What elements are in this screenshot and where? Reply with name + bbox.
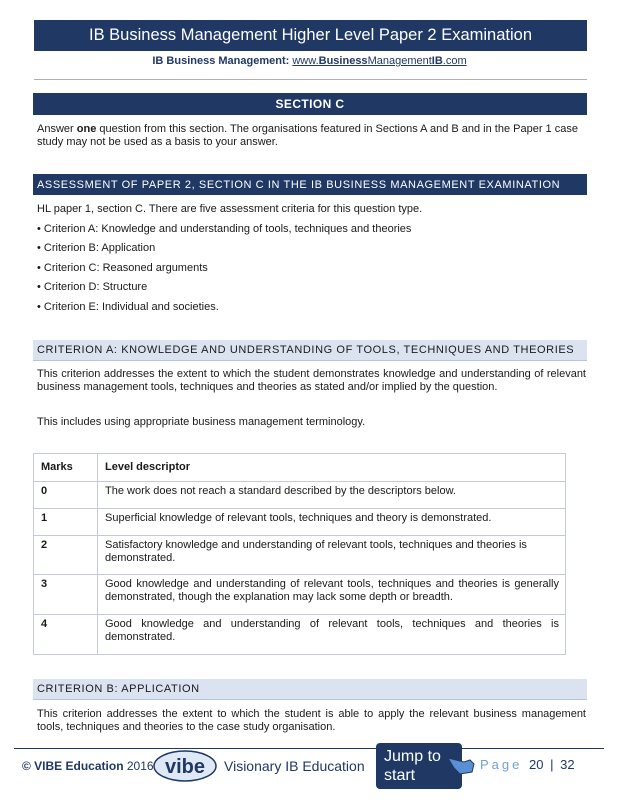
table-row bbox=[34, 575, 566, 615]
page-separator: | bbox=[550, 757, 554, 772]
descriptor-cell: Satisfactory knowledge and understanding of relevant tools, techniques and theories is demonstrated. bbox=[98, 536, 566, 575]
logo-text: vibe bbox=[164, 756, 206, 778]
copyright: © VIBE Education 2016 bbox=[22, 759, 154, 773]
criteria-list-item: • Criterion C: Reasoned arguments bbox=[37, 262, 208, 274]
jump-to-start-button[interactable]: Jump to start bbox=[376, 743, 462, 789]
page-current: 20 bbox=[529, 757, 544, 772]
footer-divider bbox=[14, 748, 604, 749]
table-row bbox=[34, 615, 566, 655]
vibe-logo-icon bbox=[152, 749, 218, 783]
website-link[interactable]: www.BusinessManagementIB.com bbox=[292, 55, 467, 67]
document-title: IB Business Management Higher Level Paper 2 Examination bbox=[89, 26, 532, 44]
descriptor-cell: Good knowledge and understanding of relevant tools, techniques and theories is generally demonstrated, though the explanation may lack some depth or breadth. bbox=[98, 575, 566, 615]
criteria-list-item: • Criterion B: Application bbox=[37, 242, 156, 254]
header-divider bbox=[34, 79, 587, 80]
footer-tagline: Visionary IB Education bbox=[224, 758, 365, 774]
mark-cell: 3 bbox=[34, 575, 98, 615]
mark-cell: 4 bbox=[34, 615, 98, 655]
pointing-hand-icon bbox=[446, 750, 476, 780]
mark-cell: 0 bbox=[34, 482, 98, 509]
assessment-heading: ASSESSMENT OF PAPER 2, SECTION C IN THE IB BUSINESS MANAGEMENT EXAMINATION bbox=[33, 174, 587, 195]
criteria-list-item: • Criterion A: Knowledge and understanding of tools, techniques and theories bbox=[37, 223, 412, 235]
table-row bbox=[34, 536, 566, 575]
page-total: 32 bbox=[560, 757, 575, 772]
website-line: IB Business Management: www.BusinessManagementIB.com bbox=[152, 55, 467, 67]
section-c-heading: SECTION C bbox=[33, 93, 587, 115]
mark-cell: 2 bbox=[34, 536, 98, 575]
table-row bbox=[34, 509, 566, 536]
mark-cell: 1 bbox=[34, 509, 98, 536]
website-label: IB Business Management bbox=[152, 55, 286, 67]
descriptor-cell: The work does not reach a standard described by the descriptors below. bbox=[98, 482, 566, 509]
criteria-list-item: • Criterion D: Structure bbox=[37, 281, 148, 293]
vibe-logo bbox=[152, 749, 218, 783]
page-indicator bbox=[480, 757, 575, 772]
section-c-intro: Answer one question from this section. The organisations featured in Sections A and B and in the Paper 1 case study may not be used as a basis to your answer. bbox=[37, 123, 578, 148]
criteria-list-item: • Criterion E: Individual and societies. bbox=[37, 301, 219, 313]
table-row bbox=[34, 482, 566, 509]
page-word: Page bbox=[480, 757, 523, 772]
criterion-a-description: This criterion addresses the extent to which the student demonstrates knowledge and understanding of relevant business management tools, techniques and theories as stated and/or implied by the question. bbox=[37, 368, 586, 393]
descriptor-cell: Superficial knowledge of relevant tools, techniques and theory is demonstrated. bbox=[98, 509, 566, 536]
criterion-b-description: This criterion addresses the extent to which the student is able to apply the relevant business management tools, techniques and theories to the case study organisation. bbox=[37, 708, 586, 733]
descriptor-column-header: Level descriptor bbox=[98, 454, 566, 482]
table-header-row bbox=[34, 454, 566, 482]
criterion-a-terminology-note: This includes using appropriate business management terminology. bbox=[37, 416, 366, 428]
criterion-b-heading: CRITERION B: APPLICATION bbox=[33, 679, 587, 700]
level-descriptor-table bbox=[33, 453, 566, 655]
criterion-a-heading: CRITERION A: KNOWLEDGE AND UNDERSTANDING OF TOOLS, TECHNIQUES AND THEORIES bbox=[33, 340, 587, 361]
marks-column-header: Marks bbox=[34, 454, 98, 482]
descriptor-cell: Good knowledge and understanding of relevant tools, techniques and theories is demonstrated. bbox=[98, 615, 566, 655]
assessment-intro: HL paper 1, section C. There are five assessment criteria for this question type. bbox=[37, 203, 423, 215]
document-title-bar bbox=[34, 20, 587, 51]
